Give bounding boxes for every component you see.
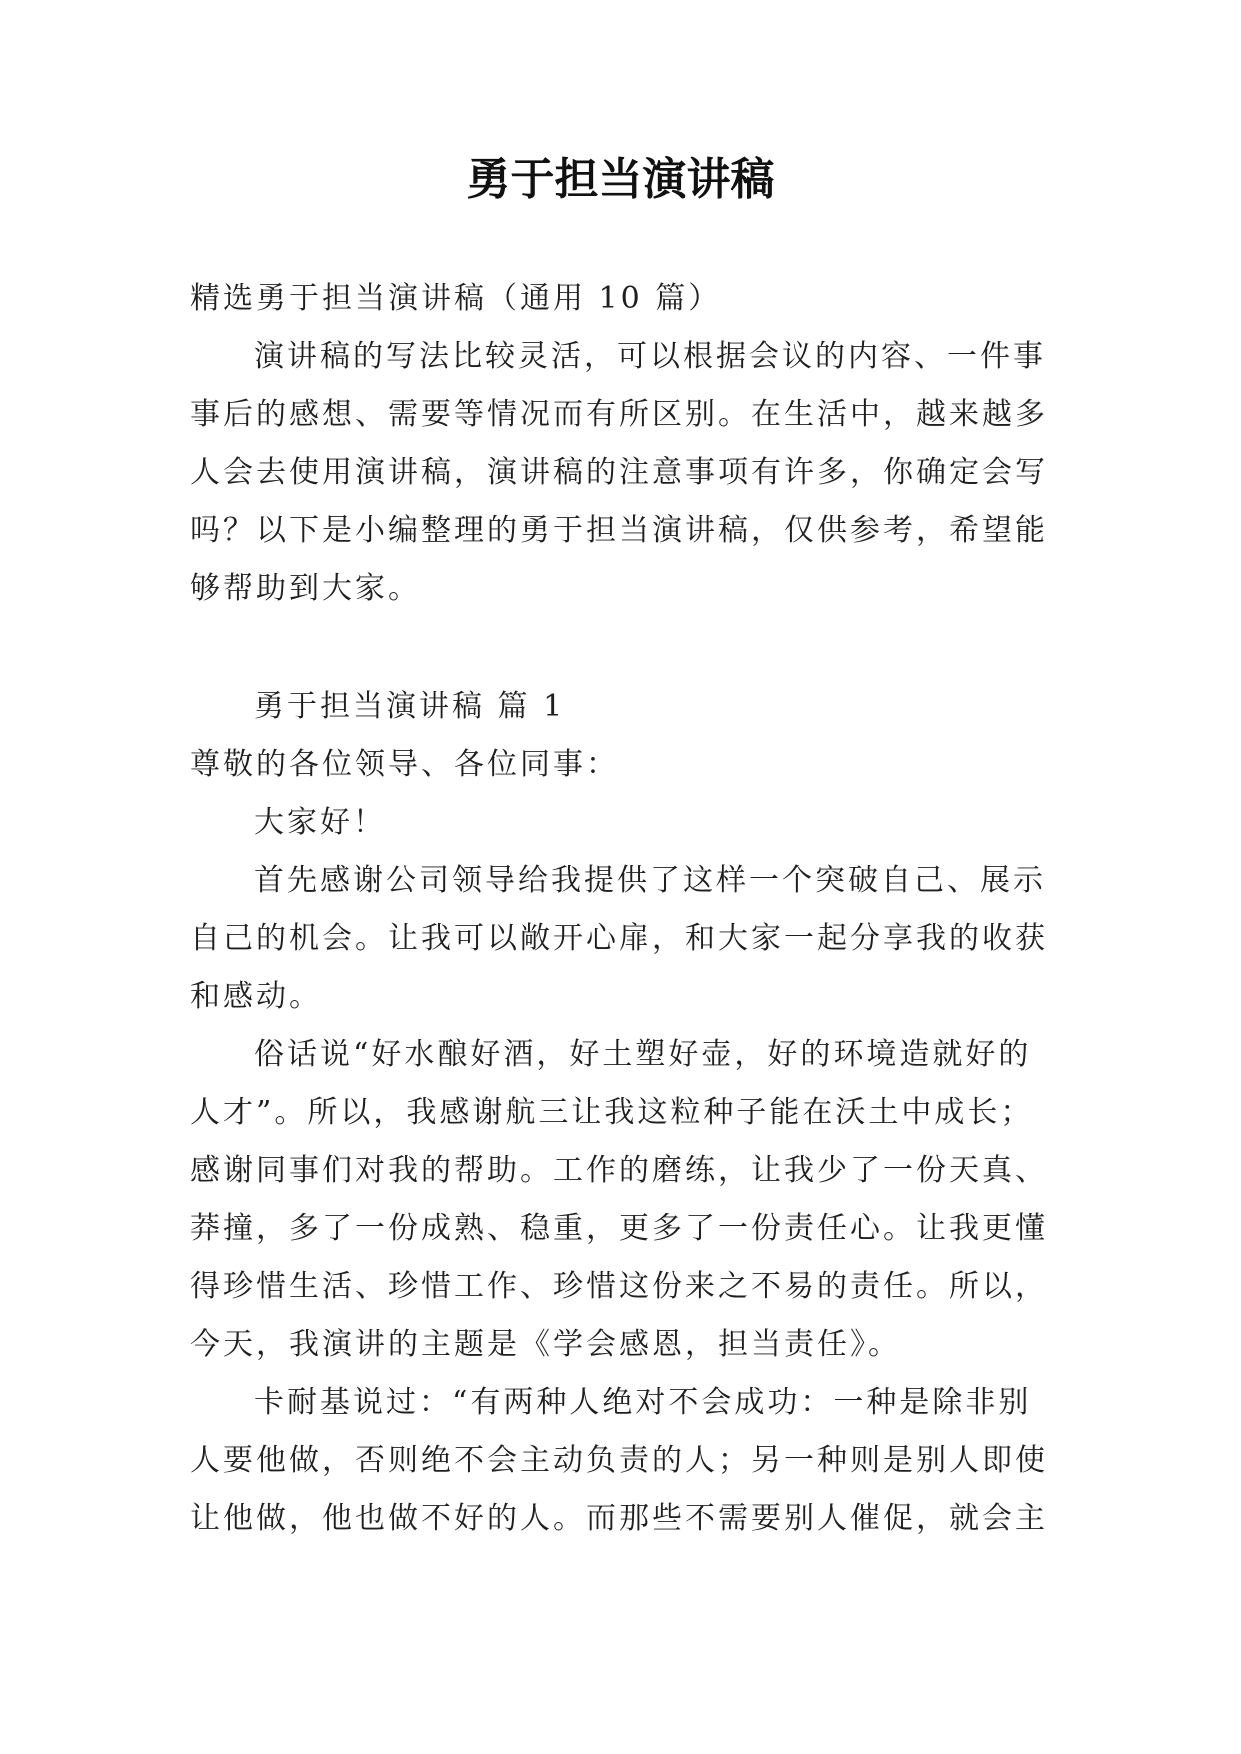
paragraph-line: 俗话说“好水酿好酒，好土塑好壶，好的环境造就好的 <box>254 1037 1032 1072</box>
paragraph-line: 莽撞，多了一份成熟、稳重，更多了一份责任心。让我更懂 <box>190 1211 1048 1246</box>
paragraph-line: 今天，我演讲的主题是《学会感恩，担当责任》。 <box>190 1327 901 1362</box>
intro-line: 够帮助到大家。 <box>190 571 421 606</box>
paragraph-line: 感谢同事们对我的帮助。工作的磨练，让我少了一份天真、 <box>190 1153 1048 1188</box>
paragraph-line: 让他做，他也做不好的人。而那些不需要别人催促，就会主 <box>190 1501 1048 1536</box>
section-heading: 勇于担当演讲稿 篇 1 <box>254 689 566 724</box>
paragraph-line: 人要他做，否则绝不会主动负责的人；另一种则是别人即使 <box>190 1443 1048 1478</box>
salutation: 尊敬的各位领导、各位同事： <box>190 747 619 782</box>
intro-line: 吗？以下是小编整理的勇于担当演讲稿，仅供参考，希望能 <box>190 513 1048 548</box>
paragraph-line: 人才”。所以，我感谢航三让我这粒种子能在沃土中成长； <box>190 1095 1034 1130</box>
intro-line: 人会去使用演讲稿，演讲稿的注意事项有许多，你确定会写 <box>190 455 1048 490</box>
document-subtitle: 精选勇于担当演讲稿（通用 10 篇） <box>190 281 722 316</box>
paragraph-line: 首先感谢公司领导给我提供了这样一个突破自己、展示 <box>254 863 1046 898</box>
paragraph-line: 得珍惜生活、珍惜工作、珍惜这份来之不易的责任。所以， <box>190 1269 1048 1304</box>
paragraph-line: 卡耐基说过：“有两种人绝对不会成功：一种是除非别 <box>254 1385 1032 1420</box>
greeting: 大家好！ <box>254 805 386 840</box>
intro-line: 演讲稿的写法比较灵活，可以根据会议的内容、一件事 <box>254 339 1046 374</box>
document-title: 勇于担当演讲稿 <box>466 154 775 205</box>
paragraph-line: 和感动。 <box>190 979 322 1014</box>
intro-line: 事后的感想、需要等情况而有所区别。在生活中，越来越多 <box>190 397 1048 432</box>
paragraph-line: 自己的机会。让我可以敞开心扉，和大家一起分享我的收获 <box>190 921 1048 956</box>
